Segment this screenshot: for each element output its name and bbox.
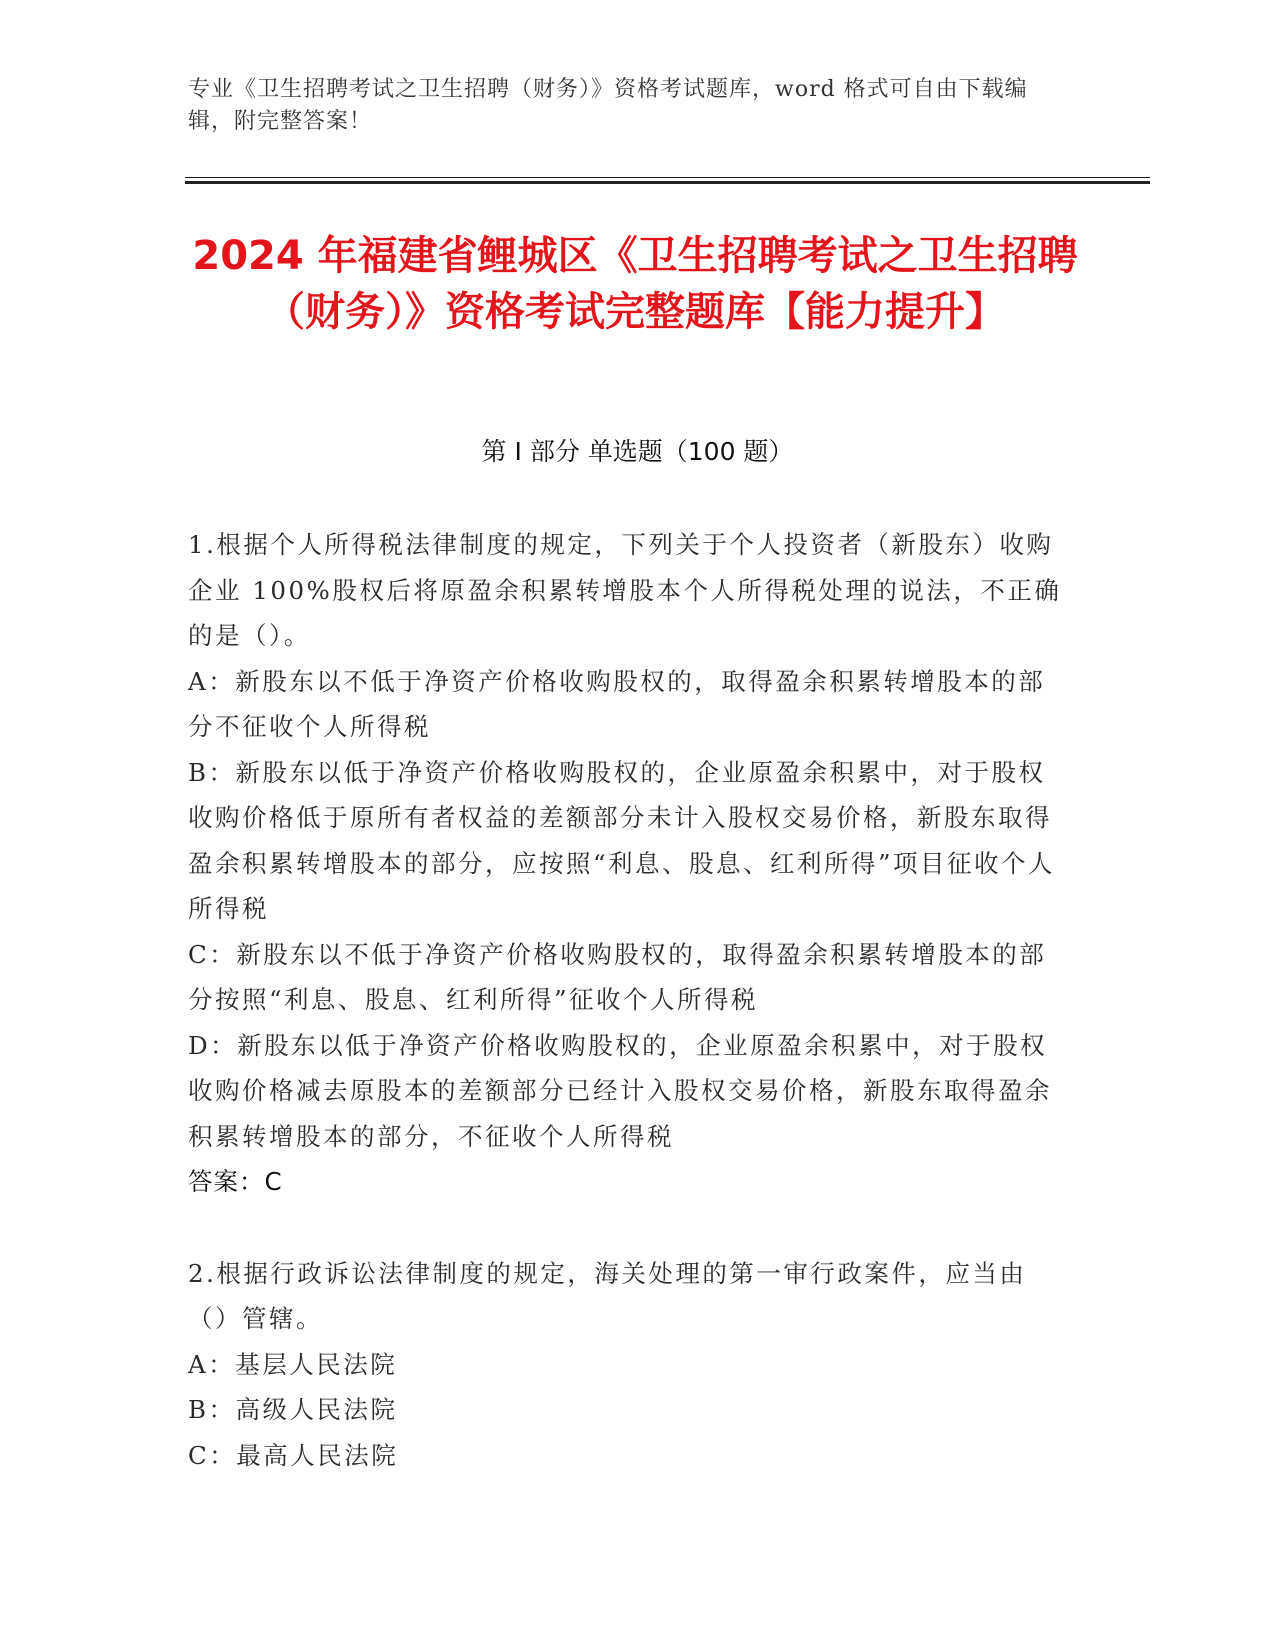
option-a: A：新股东以不低于净资产价格收购股权的，取得盈余积累转增股本的部分不征收个人所得税 xyxy=(188,666,1046,741)
question-1 xyxy=(188,522,1068,1205)
question-stem: 2.根据行政诉讼法律制度的规定，海关处理的第一审行政案件，应当由（）管辖。 xyxy=(188,1258,1027,1333)
section-heading: 第 I 部分 单选题（100 题） xyxy=(481,437,794,466)
option-b: B：新股东以低于净资产价格收购股权的，企业原盈余积累中，对于股权收购价格低于原所有者权益的差额部分未计入股权交易价格，新股东取得盈余积累转增股本的部分，应按照“利息、股息、红利所得”项目征收个人所得税 xyxy=(188,757,1056,923)
option-a: A：基层人民法院 xyxy=(188,1349,398,1379)
document-title: 2024 年福建省鲤城区《卫生招聘考试之卫生招聘（财务）》资格考试完整题库【能力提升】 xyxy=(192,233,1078,335)
question-stem: 1.根据个人所得税法律制度的规定，下列关于个人投资者（新股东）收购企业 100%股权后将原盈余积累转增股本个人所得税处理的说法，不正确的是（）。 xyxy=(188,530,1062,650)
question-list xyxy=(188,522,1068,1478)
option-b: B：高级人民法院 xyxy=(188,1395,398,1424)
option-d: D：新股东以低于净资产价格收购股权的，企业原盈余积累中，对于股权收购价格减去原股本的差额部分已经计入股权交易价格，新股东取得盈余积累转增股本的部分，不征收个人所得税 xyxy=(188,1030,1052,1151)
header-divider-thin xyxy=(185,177,1150,178)
answer: 答案：C xyxy=(188,1167,283,1196)
header-note: 专业《卫生招聘考试之卫生招聘（财务）》资格考试题库，word 格式可自由下载编辑，附完整答案！ xyxy=(188,77,1028,134)
option-c: C：最高人民法院 xyxy=(188,1440,399,1470)
header-divider-thick xyxy=(185,181,1150,184)
question-2 xyxy=(188,1251,1068,1479)
option-c: C：新股东以不低于净资产价格收购股权的，取得盈余积累转增股本的部分按照“利息、股息、红利所得”征收个人所得税 xyxy=(188,939,1047,1014)
